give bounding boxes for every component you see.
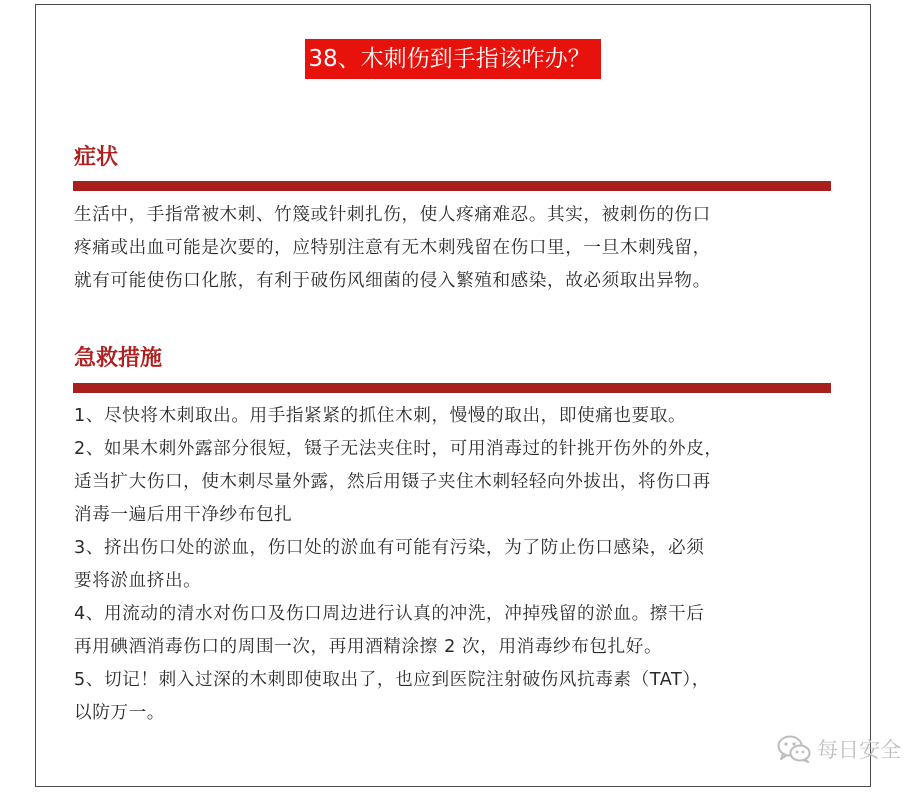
watermark [777, 734, 901, 764]
first-aid-line: 要将淤血挤出。 [74, 571, 202, 591]
symptoms-line: 生活中，手指常被木刺、竹篾或针刺扎伤，使人疼痛难忍。其实，被刺伤的伤口 [74, 205, 711, 225]
first-aid-line: 再用碘酒消毒伤口的周围一次，再用酒精涂擦 2 次，用消毒纱布包扎好。 [74, 637, 663, 657]
symptoms-text [74, 199, 854, 298]
first-aid-divider [73, 383, 831, 393]
symptoms-divider [73, 181, 831, 191]
first-aid-heading: 急救措施 [74, 346, 163, 371]
first-aid-line: 5、切记！刺入过深的木刺即使取出了，也应到医院注射破伤风抗毒素（TAT）， [74, 670, 710, 690]
watermark-text: 每日安全 [817, 738, 901, 762]
first-aid-line: 2、如果木刺外露部分很短，镊子无法夹住时，可用消毒过的针挑开伤外的外皮， [74, 439, 723, 459]
first-aid-line: 4、用流动的清水对伤口及伤口周边进行认真的冲洗，冲掉残留的淤血。擦干后 [74, 604, 705, 624]
page-title: 38、木刺伤到手指该咋办？ [305, 39, 600, 79]
symptoms-line: 疼痛或出血可能是次要的，应特别注意有无木刺残留在伤口里，一旦木刺残留， [74, 238, 711, 258]
article-frame [35, 4, 871, 787]
first-aid-line: 适当扩大伤口，使木刺尽量外露，然后用镊子夹住木刺轻轻向外拔出，将伤口再 [74, 472, 711, 492]
first-aid-line: 以防万一。 [74, 703, 165, 723]
first-aid-line: 1、尽快将木刺取出。用手指紧紧的抓住木刺，慢慢的取出，即使痛也要取。 [74, 406, 687, 426]
symptoms-heading: 症状 [74, 145, 119, 170]
first-aid-line: 3、挤出伤口处的淤血，伤口处的淤血有可能有污染，为了防止伤口感染，必须 [74, 538, 705, 558]
first-aid-line: 消毒一遍后用干净纱布包扎 [74, 505, 293, 525]
title-wrapper [36, 39, 870, 79]
symptoms-line: 就有可能使伤口化脓，有利于破伤风细菌的侵入繁殖和感染，故必须取出异物。 [74, 271, 711, 291]
first-aid-text [74, 400, 854, 730]
wechat-icon [777, 735, 811, 763]
